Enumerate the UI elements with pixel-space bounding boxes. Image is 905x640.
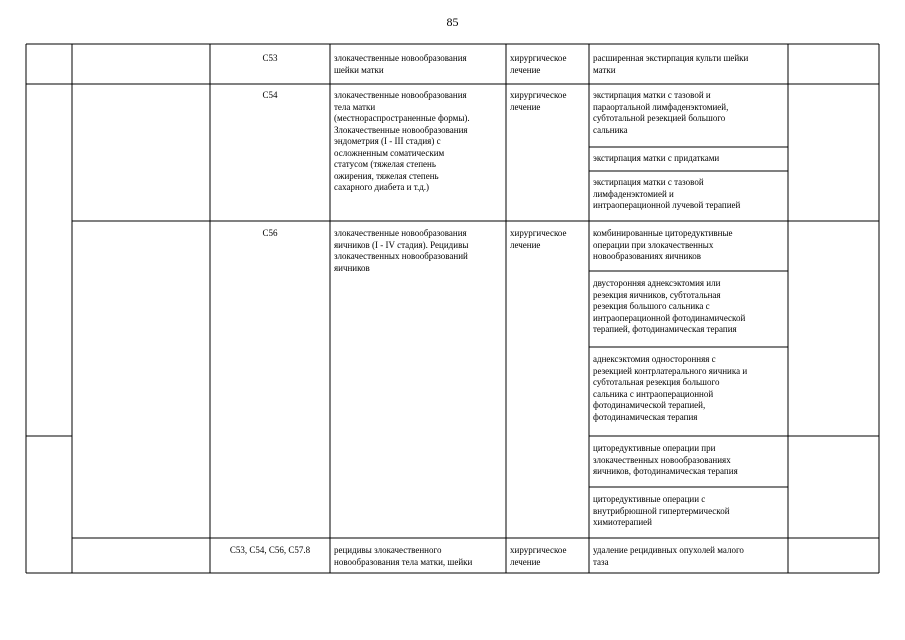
- row3-method-3: аднексэктомия односторонняя с резекцией контрлатерального яичника и субтотальная резекция большого сальника с интраоперационной фотодинамической терапией, фотодинамическая терапия: [593, 354, 748, 422]
- row4-diagnosis: рецидивы злокачественного новообразования тела матки, шейки: [334, 545, 473, 567]
- row3-method-4: циторедуктивные операции при злокачественных новообразованиях яичников, фотодинамическая терапия: [593, 443, 738, 476]
- row2-method-3: экстирпация матки с тазовой лимфаденэктомией и интраоперационной лучевой терапией: [593, 177, 741, 210]
- row2-method-2: экстирпация матки с придатками: [593, 153, 720, 163]
- row4-method: удаление рецидивных опухолей малого таза: [593, 545, 744, 567]
- row1-treatment: хирургическое лечение: [510, 53, 567, 75]
- row1-code: C53: [262, 53, 278, 63]
- row3-method-2: двусторонняя аднексэктомия или резекция яичников, субтотальная резекция большого сальника с интраоперационной фотодинамической терапией, фотодинамическая терапия: [593, 278, 746, 334]
- row3-code: C56: [262, 228, 278, 238]
- row3-method-1: комбинированные циторедуктивные операции при злокачественных новообразованиях яичников: [593, 228, 733, 261]
- row2-treatment: хирургическое лечение: [510, 90, 567, 112]
- row3-diagnosis: злокачественные новообразования яичников (I - IV стадия). Рецидивы злокачественных новообразований яичников: [334, 228, 469, 273]
- row2-method-1: экстирпация матки с тазовой и параортальной лимфаденэктомией, субтотальной резекцией большого сальника: [593, 90, 729, 135]
- row4-code: C53, C54, C56, C57.8: [229, 545, 311, 555]
- row3-method-5: циторедуктивные операции с внутрибрюшной гипертермической химиотерапией: [593, 494, 730, 527]
- row2-code: C54: [262, 90, 278, 100]
- row1-diagnosis: злокачественные новообразования шейки матки: [334, 53, 467, 75]
- row3-treatment: хирургическое лечение: [510, 228, 567, 250]
- row4-treatment: хирургическое лечение: [510, 545, 567, 567]
- row1-method: расширенная экстирпация культи шейки матки: [593, 53, 749, 75]
- row2-diagnosis: злокачественные новообразования тела матки (местнораспространенные формы). Злокачественные новообразования эндометрия (I - III стадия) с осложненным соматическим статусом (тяжелая степень ожирения, тяжелая степень сахарного диабета и т.д.): [334, 90, 470, 192]
- page-number: 85: [446, 15, 459, 29]
